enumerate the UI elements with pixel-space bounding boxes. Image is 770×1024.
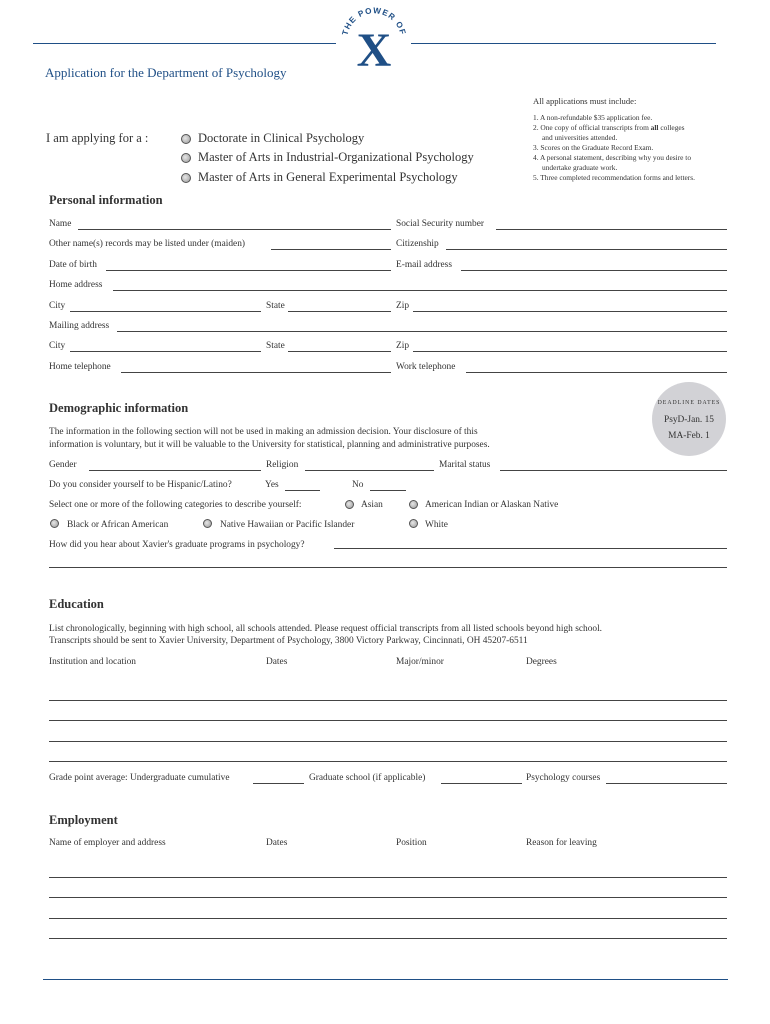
mailing-state-label: State: [266, 341, 285, 351]
grad-gpa-field[interactable]: [441, 783, 522, 784]
mailing-zip-field[interactable]: [413, 351, 727, 352]
home-address-label: Home address: [49, 280, 103, 290]
employment-heading: Employment: [49, 813, 118, 827]
name-field[interactable]: [78, 229, 391, 230]
logo-x-mark: X: [356, 24, 392, 72]
religion-label: Religion: [266, 460, 299, 470]
email-label: E-mail address: [396, 260, 452, 270]
asian-label: Asian: [361, 500, 383, 510]
work-phone-label: Work telephone: [396, 362, 456, 372]
requirement-item: undertake graduate work.: [542, 163, 618, 172]
education-note-line1: List chronologically, beginning with high school, all schools attended. Please request official transcripts from all listed schools beyond high school.: [49, 624, 603, 634]
marital-field[interactable]: [500, 470, 727, 471]
requirement-item: 5. Three completed recommendation forms and letters.: [533, 173, 695, 182]
employment-row-1[interactable]: [49, 877, 727, 878]
deadline-badge: [652, 382, 726, 456]
mailing-city-field[interactable]: [70, 351, 261, 352]
option-experimental-label: Master of Arts in General Experimental Psychology: [198, 170, 458, 184]
education-heading: Education: [49, 597, 104, 611]
radio-clinical[interactable]: [181, 134, 191, 144]
radio-io[interactable]: [181, 153, 191, 163]
home-phone-label: Home telephone: [49, 362, 111, 372]
grad-gpa-label: Graduate school (if applicable): [309, 773, 426, 783]
col-emp-dates: Dates: [266, 838, 288, 848]
requirement-item: and universities attended.: [542, 133, 618, 142]
radio-experimental[interactable]: [181, 173, 191, 183]
radio-black[interactable]: [50, 519, 59, 528]
logo-tagline: THE POWER OF: [340, 6, 408, 37]
work-phone-field[interactable]: [466, 372, 727, 373]
psych-gpa-label: Psychology courses: [526, 773, 601, 783]
employment-row-2[interactable]: [49, 897, 727, 898]
dob-label: Date of birth: [49, 260, 97, 270]
demographic-heading: Demographic information: [49, 401, 189, 415]
xavier-logo: [336, 6, 412, 72]
white-label: White: [425, 520, 448, 530]
city-label: City: [49, 301, 66, 311]
state-label: State: [266, 301, 285, 311]
employment-row-3[interactable]: [49, 918, 727, 919]
mailing-state-field[interactable]: [288, 351, 391, 352]
ssn-label: Social Security number: [396, 219, 485, 229]
gender-label: Gender: [49, 460, 77, 470]
requirement-item: 2. One copy of official transcripts from all colleges: [533, 123, 685, 132]
name-label: Name: [49, 219, 72, 229]
radio-asian[interactable]: [345, 500, 354, 509]
education-row-2[interactable]: [49, 720, 727, 721]
employment-row-4[interactable]: [49, 938, 727, 939]
gpa-label: Grade point average: Undergraduate cumulative: [49, 773, 230, 783]
hear-field-1[interactable]: [334, 548, 727, 549]
psych-gpa-field[interactable]: [606, 783, 727, 784]
citizenship-field[interactable]: [446, 249, 727, 250]
education-row-4[interactable]: [49, 761, 727, 762]
education-note-line2: Transcripts should be sent to Xavier University, Department of Psychology, 3800 Victory Parkway, Cincinnati, OH 45207-6511: [49, 636, 528, 646]
radio-hawaiian[interactable]: [203, 519, 212, 528]
demographic-note-line2: information is voluntary, but it will be valuable to the University for statistical, planning and administrative purposes.: [49, 440, 490, 450]
demographic-note-line1: The information in the following section will not be used in making an admission decision. Your disclosure of this: [49, 427, 478, 437]
zip-field[interactable]: [413, 311, 727, 312]
mailing-address-field[interactable]: [117, 331, 727, 332]
requirement-item: 4. A personal statement, describing why you desire to: [533, 153, 692, 162]
hear-field-2[interactable]: [49, 567, 727, 568]
zip-label: Zip: [396, 301, 410, 311]
header-rule-left: [33, 43, 336, 44]
option-io-label: Master of Arts in Industrial-Organizational Psychology: [198, 150, 474, 164]
hispanic-yes-label: Yes: [265, 480, 279, 490]
page-title: Application for the Department of Psychology: [45, 65, 287, 80]
american-indian-label: American Indian or Alaskan Native: [425, 500, 559, 510]
marital-label: Marital status: [439, 460, 491, 470]
education-row-1[interactable]: [49, 700, 727, 701]
mailing-zip-label: Zip: [396, 341, 410, 351]
deadline-title: DEADLINE DATES: [657, 400, 721, 406]
city-field[interactable]: [70, 311, 261, 312]
col-position: Position: [396, 838, 427, 848]
col-degrees: Degrees: [526, 657, 557, 667]
email-field[interactable]: [461, 270, 727, 271]
gpa-field[interactable]: [253, 783, 304, 784]
col-major: Major/minor: [396, 657, 444, 667]
deadline-psyd: PsyD-Jan. 15: [663, 415, 714, 425]
col-dates: Dates: [266, 657, 288, 667]
citizenship-label: Citizenship: [396, 239, 439, 249]
radio-american-indian[interactable]: [409, 500, 418, 509]
applying-label: I am applying for a :: [46, 131, 149, 145]
footer-rule: [43, 979, 728, 980]
home-address-field[interactable]: [113, 290, 727, 291]
religion-field[interactable]: [305, 470, 434, 471]
personal-heading: Personal information: [49, 193, 163, 207]
hispanic-question: Do you consider yourself to be Hispanic/Latino?: [49, 480, 232, 490]
black-label: Black or African American: [67, 520, 169, 530]
requirement-item: 3. Scores on the Graduate Record Exam.: [533, 143, 654, 152]
header-rule-right: [411, 43, 716, 44]
option-clinical-label: Doctorate in Clinical Psychology: [198, 131, 365, 145]
hispanic-no-label: No: [352, 480, 364, 490]
requirement-item: 1. A non-refundable $35 application fee.: [533, 113, 653, 122]
ssn-field[interactable]: [496, 229, 727, 230]
dob-field[interactable]: [106, 270, 391, 271]
radio-white[interactable]: [409, 519, 418, 528]
hawaiian-label: Native Hawaiian or Pacific Islander: [220, 520, 355, 530]
state-field[interactable]: [288, 311, 391, 312]
mailing-address-label: Mailing address: [49, 321, 110, 331]
other-names-field[interactable]: [271, 249, 391, 250]
requirements-heading: All applications must include:: [533, 96, 637, 106]
education-row-3[interactable]: [49, 741, 727, 742]
deadline-ma: MA-Feb. 1: [668, 431, 710, 441]
gender-field[interactable]: [89, 470, 261, 471]
col-reason: Reason for leaving: [526, 838, 597, 848]
mailing-city-label: City: [49, 341, 66, 351]
col-employer: Name of employer and address: [49, 838, 166, 848]
hispanic-yes-field[interactable]: [285, 490, 320, 491]
other-names-label: Other name(s) records may be listed under (maiden): [49, 239, 246, 249]
hispanic-no-field[interactable]: [370, 490, 406, 491]
col-institution: Institution and location: [49, 657, 136, 667]
home-phone-field[interactable]: [121, 372, 391, 373]
race-question: Select one or more of the following categories to describe yourself:: [49, 500, 302, 510]
hear-question: How did you hear about Xavier's graduate programs in psychology?: [49, 540, 305, 550]
